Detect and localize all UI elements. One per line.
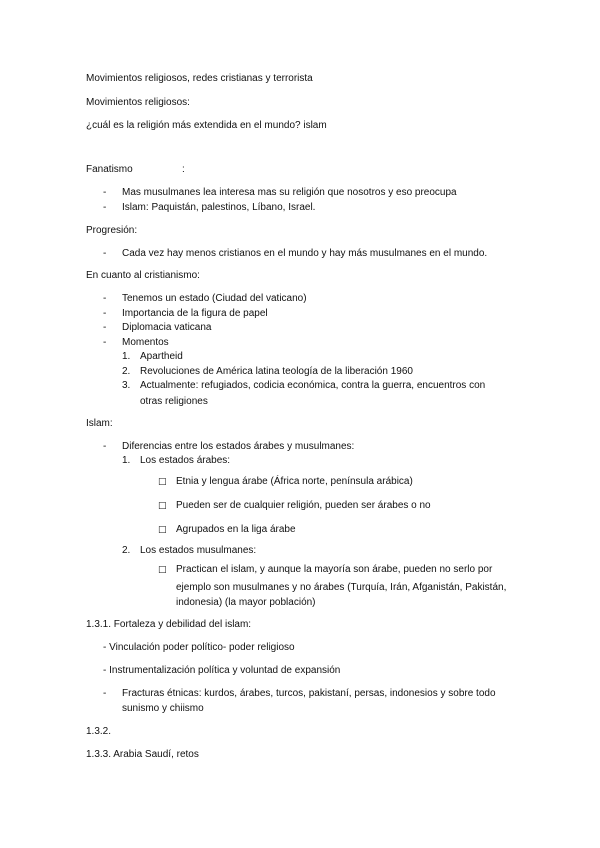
numbered-item: Apartheid: [140, 351, 183, 362]
list-item: Islam: Paquistán, palestinos, Líbano, Israel.: [122, 202, 316, 213]
dash-icon: -: [103, 441, 107, 452]
numbered-item: Los estados musulmanes:: [140, 545, 257, 556]
list-number: 2.: [122, 366, 131, 377]
list-item: Tenemos un estado (Ciudad del vaticano): [122, 293, 307, 304]
checkbox-bullet-icon: □: [158, 477, 167, 487]
list-item: Fracturas étnicas: kurdos, árabes, turcos, pakistaní, persas, indonesios y sobre todo: [122, 688, 496, 699]
fortaleza-heading: 1.3.1. Fortaleza y debilidad del islam:: [86, 619, 252, 630]
section-133-heading: 1.3.3. Arabia Saudí, retos: [86, 749, 199, 760]
section-132-heading: 1.3.2.: [86, 726, 112, 737]
fanatismo-colon: :: [182, 164, 185, 175]
document-title: Movimientos religiosos, redes cristianas y terrorista: [86, 73, 313, 84]
list-number: 3.: [122, 380, 131, 391]
dash-icon: -: [103, 187, 107, 198]
list-item: Diferencias entre los estados árabes y musulmanes:: [122, 441, 355, 452]
checkbox-bullet-icon: □: [158, 565, 167, 575]
checkbox-bullet-icon: □: [158, 501, 167, 511]
dash-icon: -: [103, 293, 107, 304]
list-item: Momentos: [122, 337, 169, 348]
dash-icon: -: [103, 322, 107, 333]
cristianismo-label: En cuanto al cristianismo:: [86, 270, 200, 281]
list-number: 1.: [122, 351, 131, 362]
sub-list-item-continuation: indonesia) (la mayor población): [176, 597, 316, 608]
section-heading: Movimientos religiosos:: [86, 97, 190, 108]
dash-icon: -: [103, 202, 107, 213]
list-item: Diplomacia vaticana: [122, 322, 212, 333]
numbered-item: Los estados árabes:: [140, 455, 231, 466]
islam-label: Islam:: [86, 418, 113, 429]
list-number: 1.: [122, 455, 131, 466]
sub-list-item: Practican el islam, y aunque la mayoría son árabe, pueden no serlo por: [176, 564, 493, 575]
list-item: - Vinculación poder político- poder religioso: [103, 642, 295, 653]
sub-list-item: Pueden ser de cualquier religión, pueden ser árabes o no: [176, 500, 431, 511]
list-item: - Instrumentalización política y voluntad de expansión: [103, 665, 341, 676]
sub-list-item: Agrupados en la liga árabe: [176, 524, 296, 535]
numbered-item: Revoluciones de América latina teología de la liberación 1960: [140, 366, 413, 377]
dash-icon: -: [103, 337, 107, 348]
checkbox-bullet-icon: □: [158, 525, 167, 535]
list-item-continuation: sunismo y chiismo: [122, 703, 204, 714]
dash-icon: -: [103, 308, 107, 319]
dash-icon: -: [103, 688, 107, 699]
fanatismo-label: Fanatismo: [86, 164, 133, 175]
dash-icon: -: [103, 248, 107, 259]
list-item: Importancia de la figura de papel: [122, 308, 268, 319]
sub-list-item-continuation: ejemplo son musulmanes y no árabes (Turquía, Irán, Afganistán, Pakistán,: [176, 582, 507, 593]
list-number: 2.: [122, 545, 131, 556]
numbered-item-continuation: otras religiones: [140, 396, 208, 407]
sub-list-item: Etnia y lengua árabe (África norte, península arábica): [176, 476, 413, 487]
list-item: Mas musulmanes lea interesa mas su religión que nosotros y eso preocupa: [122, 187, 457, 198]
numbered-item: Actualmente: refugiados, codicia económica, contra la guerra, encuentros con: [140, 380, 486, 391]
list-item: Cada vez hay menos cristianos en el mundo y hay más musulmanes en el mundo.: [122, 248, 488, 259]
question-text: ¿cuál es la religión más extendida en el mundo? islam: [86, 120, 327, 131]
progresion-label: Progresión:: [86, 225, 138, 236]
